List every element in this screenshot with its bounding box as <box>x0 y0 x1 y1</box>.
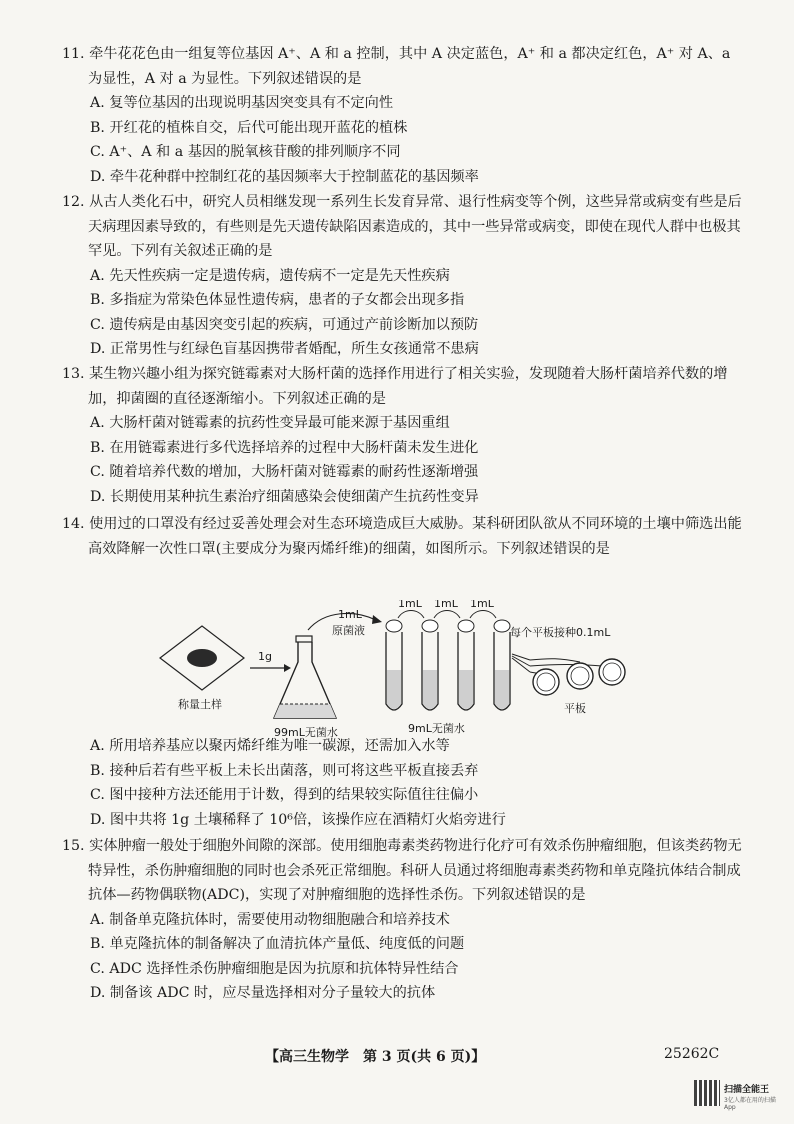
soil-label: 称量土样 <box>178 698 222 711</box>
option-a: A. 大肠杆菌对链霉素的抗药性变异最可能来源于基因重组 <box>90 415 450 431</box>
agar-plate <box>599 659 625 685</box>
question-11 <box>62 42 742 189</box>
plate-label: 平板 <box>564 702 586 715</box>
option-a: A. 复等位基因的出现说明基因突变具有不定向性 <box>90 95 394 111</box>
option-c: C. A⁺、A 和 a 基因的脱氧核苷酸的排列顺序不同 <box>90 144 401 160</box>
question-12 <box>62 190 742 362</box>
question-13 <box>62 362 742 509</box>
flask-icon <box>274 636 336 718</box>
scanner-app-tagline: 3亿人都在用的扫描App <box>724 1097 776 1111</box>
test-tube <box>386 620 402 710</box>
option-a: A. 先天性疾病一定是遗传病，遗传病不一定是先天性疾病 <box>90 267 450 284</box>
qr-code-icon <box>694 1080 720 1106</box>
weight-label: 1g <box>258 650 272 663</box>
test-tube <box>458 620 474 710</box>
question-15 <box>62 834 742 1006</box>
question-14-options <box>62 734 742 832</box>
option-b: B. 多指症为常染色体显性遗传病，患者的子女都会出现多指 <box>90 292 465 308</box>
transfer-2-label: 1mL <box>398 600 422 610</box>
bacteria-screening-diagram <box>150 600 630 740</box>
option-d: D. 图中共将 1g 土壤稀释了 10⁶倍，该操作应在酒精灯火焰旁进行 <box>90 811 506 828</box>
option-b: B. 单克隆抗体的制备解决了血清抗体产量低、纯度低的问题 <box>90 936 465 952</box>
option-d: D. 长期使用某种抗生素治疗细菌感染会使细菌产生抗药性变异 <box>90 488 479 505</box>
test-tube <box>494 620 510 710</box>
option-c: C. 随着培养代数的增加，大肠杆菌对链霉素的耐药性逐渐增强 <box>90 464 479 480</box>
plating-label: 每个平板接种0.1mL <box>510 626 611 639</box>
question-stem: 11. 牵牛花花色由一组复等位基因 A⁺、A 和 a 控制，其中 A 决定蓝色，A⁺ 和 a 都决定红色，A⁺ 对 A、a 为显性，A 对 a 为显性。下列叙述错误的是 <box>62 46 735 87</box>
scanner-app-name: 扫描全能王 <box>724 1085 770 1095</box>
question-stem: 15. 实体肿瘤一般处于细胞外间隙的深部。使用细胞毒素类药物进行化疗可有效杀伤肿瘤细胞，但该类药物无特异性，杀伤肿瘤细胞的同时也会杀死正常细胞。科研人员通过将细胞毒素类药物和单克隆抗体结合制成抗体—药物偶联物(ADC)，实现了对肿瘤细胞的选择性杀伤。下列叙述错误的是 <box>62 838 742 903</box>
option-a: A. 制备单克隆抗体时，需要使用动物细胞融合和培养技术 <box>90 911 450 928</box>
option-d: D. 制备该 ADC 时，应尽量选择相对分子量较大的抗体 <box>90 985 436 1001</box>
question-stem: 12. 从古人类化石中，研究人员相继发现一系列生长发育异常、退行性病变等个例，这些异常或病变有些是后天病理因素导致的，有些则是先天遗传缺陷因素造成的，其中一些异常或病变，即使在现代人群中也极其罕见。下列有关叙述正确的是 <box>62 194 742 259</box>
flask-label: 99mL无菌水 <box>274 726 338 739</box>
transfer-3-label: 1mL <box>434 600 458 610</box>
scanner-watermark <box>694 1080 784 1112</box>
option-d: D. 正常男性与红绿色盲基因携带者婚配，所生女孩通常不患病 <box>90 341 479 357</box>
stock-label: 原菌液 <box>332 624 365 637</box>
option-c: C. ADC 选择性杀伤肿瘤细胞是因为抗原和抗体特异性结合 <box>90 960 459 977</box>
soil-sample-icon <box>160 626 244 690</box>
option-b: B. 接种后若有些平板上未长出菌落，则可将这些平板直接丢弃 <box>90 762 479 779</box>
option-a: A. 所用培养基应以聚丙烯纤维为唯一碳源，还需加入水等 <box>90 738 450 754</box>
tube-label: 9mL无菌水 <box>408 722 465 735</box>
exam-code: 25262C <box>664 1046 720 1062</box>
transfer-1-label: 1mL <box>338 608 362 621</box>
footer-title: 【高三生物学 第 3 页(共 6 页)】 <box>265 1049 486 1065</box>
test-tube <box>422 620 438 710</box>
transfer-4-label: 1mL <box>470 600 494 610</box>
question-stem: 13. 某生物兴趣小组为探究链霉素对大肠杆菌的选择作用进行了相关实验，发现随着大肠杆菌培养代数的增加，抑菌圈的直径逐渐缩小。下列叙述正确的是 <box>62 366 728 407</box>
question-stem: 14. 使用过的口罩没有经过妥善处理会对生态环境造成巨大威胁。某科研团队欲从不同环境的土壤中筛选出能高效降解一次性口罩(主要成分为聚丙烯纤维)的细菌，如图所示。下列叙述错误的是 <box>62 516 742 557</box>
option-d: D. 牵牛花种群中控制红花的基因频率大于控制蓝花的基因频率 <box>90 168 479 185</box>
option-c: C. 遗传病是由基因突变引起的疾病，可通过产前诊断加以预防 <box>90 316 479 333</box>
option-b: B. 在用链霉素进行多代选择培养的过程中大肠杆菌未发生进化 <box>90 439 479 456</box>
test-tube-row <box>386 620 510 710</box>
agar-plate <box>567 663 593 689</box>
option-b: B. 开红花的植株自交，后代可能出现开蓝花的植株 <box>90 119 408 136</box>
question-14-stem <box>62 512 742 561</box>
agar-plate <box>533 669 559 695</box>
option-c: C. 图中接种方法还能用于计数，得到的结果较实际值往往偏小 <box>90 787 479 803</box>
